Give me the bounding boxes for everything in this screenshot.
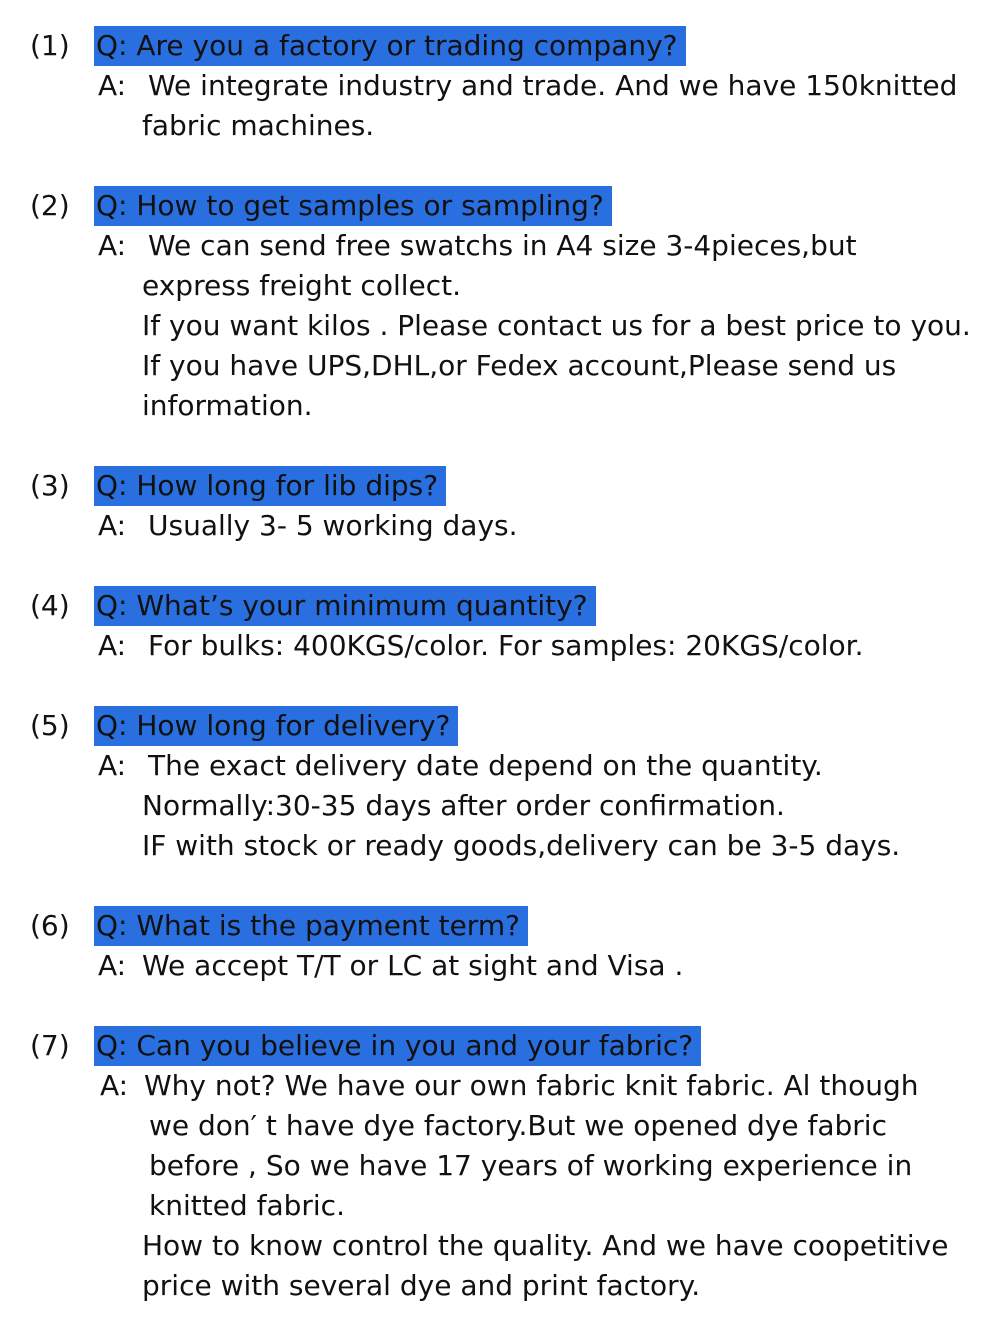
question-highlight: Q: How long for lib dips? <box>94 466 446 506</box>
item-number: (3) <box>30 469 70 502</box>
answer-label: A: <box>98 69 127 102</box>
answer-line: If you have UPS,DHL,or Fedex account,Please send us <box>142 349 897 382</box>
answer-line: How to know control the quality. And we have coopetitive <box>142 1229 949 1262</box>
answer-line: price with several dye and print factory. <box>142 1269 701 1302</box>
question-highlight: Q: How to get samples or sampling? <box>94 186 612 226</box>
question-highlight: Q: How long for delivery? <box>94 706 458 746</box>
answer-line: Usually 3- 5 working days. <box>148 509 518 542</box>
answer-line: We can send free swatchs in A4 size 3-4pieces,but <box>148 229 857 262</box>
question-highlight: Q: What is the payment term? <box>94 906 528 946</box>
answer-line: Why not? We have our own fabric knit fabric. Al though <box>144 1069 919 1102</box>
answer-line: we don′ t have dye factory.But we opened dye fabric <box>149 1109 887 1142</box>
answer-label: A: <box>98 509 127 542</box>
question-highlight: Q: Can you believe in you and your fabric? <box>94 1026 701 1066</box>
answer-label: A: <box>98 629 127 662</box>
answer-label: A: <box>98 229 127 262</box>
item-number: (5) <box>30 709 70 742</box>
answer-line: knitted fabric. <box>149 1189 345 1222</box>
answer-line: The exact delivery date depend on the quantity. <box>148 749 823 782</box>
answer-line: IF with stock or ready goods,delivery can be 3-5 days. <box>142 829 901 862</box>
item-number: (7) <box>30 1029 70 1062</box>
answer-line: If you want kilos . Please contact us for a best price to you. <box>142 309 971 342</box>
answer-line: Normally:30-35 days after order confirmation. <box>142 789 785 822</box>
answer-line: We integrate industry and trade. And we have 150knitted <box>148 69 958 102</box>
answer-label: A: <box>100 1069 129 1102</box>
question-highlight: Q: What’s your minimum quantity? <box>94 586 596 626</box>
item-number: (4) <box>30 589 70 622</box>
answer-line: before , So we have 17 years of working experience in <box>149 1149 913 1182</box>
answer-line: We accept T/T or LC at sight and Visa . <box>142 949 684 982</box>
answer-line: fabric machines. <box>142 109 375 142</box>
answer-line: information. <box>142 389 313 422</box>
item-number: (1) <box>30 29 70 62</box>
answer-label: A: <box>98 749 127 782</box>
answer-label: A: <box>98 949 127 982</box>
answer-line: express freight collect. <box>142 269 462 302</box>
item-number: (6) <box>30 909 70 942</box>
answer-line: For bulks: 400KGS/color. For samples: 20KGS/color. <box>148 629 864 662</box>
item-number: (2) <box>30 189 70 222</box>
question-highlight: Q: Are you a factory or trading company? <box>94 26 686 66</box>
